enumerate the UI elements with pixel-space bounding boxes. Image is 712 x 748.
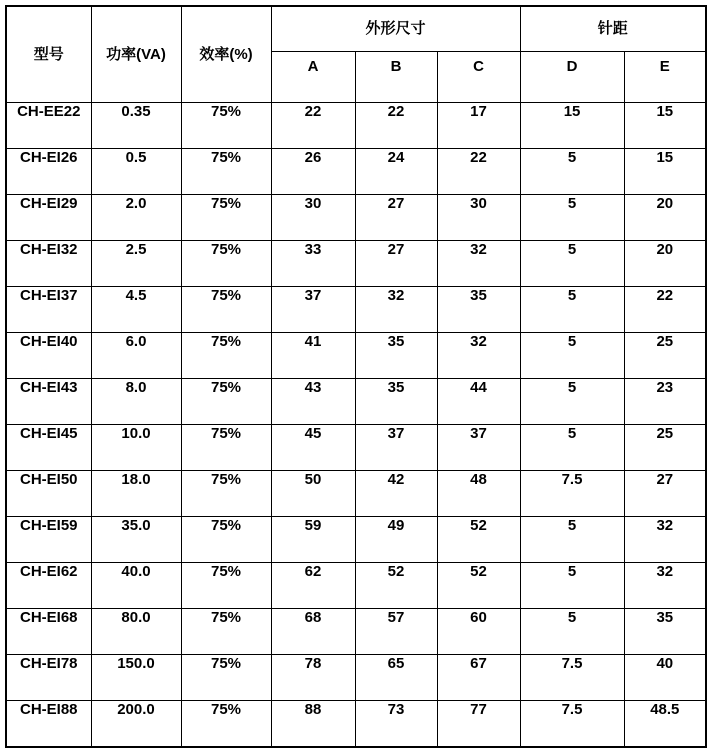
cell-efficiency: 75% — [181, 517, 271, 563]
cell-power: 6.0 — [91, 333, 181, 379]
cell-dim-a: 41 — [271, 333, 355, 379]
cell-pitch-e: 32 — [624, 517, 706, 563]
table-row — [6, 701, 706, 748]
cell-dim-b: 35 — [355, 379, 437, 425]
cell-power: 35.0 — [91, 517, 181, 563]
table-header — [6, 6, 706, 103]
cell-pitch-e: 20 — [624, 241, 706, 287]
cell-dim-c: 22 — [437, 149, 520, 195]
cell-power: 0.35 — [91, 103, 181, 149]
cell-pitch-e: 15 — [624, 149, 706, 195]
cell-pitch-d: 7.5 — [520, 655, 624, 701]
table-body — [6, 103, 706, 748]
header-dim-c: C — [437, 52, 520, 103]
cell-model: CH-EI50 — [6, 471, 91, 517]
cell-dim-c: 44 — [437, 379, 520, 425]
table-row — [6, 517, 706, 563]
cell-dim-a: 88 — [271, 701, 355, 748]
cell-model: CH-EI78 — [6, 655, 91, 701]
cell-pitch-e: 25 — [624, 425, 706, 471]
cell-dim-b: 52 — [355, 563, 437, 609]
cell-efficiency: 75% — [181, 563, 271, 609]
cell-dim-c: 32 — [437, 241, 520, 287]
header-efficiency: 效率(%) — [181, 6, 271, 103]
cell-dim-b: 73 — [355, 701, 437, 748]
header-pitch-group: 针距 — [520, 6, 706, 52]
table-row — [6, 609, 706, 655]
cell-power: 10.0 — [91, 425, 181, 471]
cell-pitch-d: 5 — [520, 609, 624, 655]
cell-efficiency: 75% — [181, 609, 271, 655]
cell-model: CH-EI32 — [6, 241, 91, 287]
cell-dim-a: 37 — [271, 287, 355, 333]
table-row — [6, 563, 706, 609]
cell-pitch-d: 15 — [520, 103, 624, 149]
cell-dim-b: 35 — [355, 333, 437, 379]
cell-pitch-e: 25 — [624, 333, 706, 379]
cell-pitch-e: 15 — [624, 103, 706, 149]
cell-power: 150.0 — [91, 655, 181, 701]
cell-model: CH-EI43 — [6, 379, 91, 425]
table-row — [6, 195, 706, 241]
cell-efficiency: 75% — [181, 655, 271, 701]
header-pitch-e: E — [624, 52, 706, 103]
table-row — [6, 425, 706, 471]
cell-dim-a: 33 — [271, 241, 355, 287]
cell-pitch-d: 7.5 — [520, 471, 624, 517]
cell-pitch-e: 22 — [624, 287, 706, 333]
cell-dim-b: 27 — [355, 241, 437, 287]
cell-efficiency: 75% — [181, 287, 271, 333]
cell-power: 18.0 — [91, 471, 181, 517]
header-dim-b: B — [355, 52, 437, 103]
header-power: 功率(VA) — [91, 6, 181, 103]
cell-pitch-d: 5 — [520, 517, 624, 563]
cell-pitch-d: 5 — [520, 563, 624, 609]
cell-dim-c: 30 — [437, 195, 520, 241]
cell-dim-c: 52 — [437, 517, 520, 563]
cell-power: 40.0 — [91, 563, 181, 609]
cell-efficiency: 75% — [181, 471, 271, 517]
cell-power: 2.0 — [91, 195, 181, 241]
cell-efficiency: 75% — [181, 425, 271, 471]
cell-model: CH-EI37 — [6, 287, 91, 333]
cell-dim-c: 37 — [437, 425, 520, 471]
cell-dim-c: 77 — [437, 701, 520, 748]
cell-dim-b: 65 — [355, 655, 437, 701]
cell-dim-b: 49 — [355, 517, 437, 563]
cell-efficiency: 75% — [181, 149, 271, 195]
cell-efficiency: 75% — [181, 333, 271, 379]
cell-dim-b: 27 — [355, 195, 437, 241]
cell-dim-a: 26 — [271, 149, 355, 195]
cell-pitch-e: 32 — [624, 563, 706, 609]
cell-power: 4.5 — [91, 287, 181, 333]
header-dimensions-group: 外形尺寸 — [271, 6, 520, 52]
cell-pitch-e: 27 — [624, 471, 706, 517]
cell-dim-a: 45 — [271, 425, 355, 471]
cell-dim-b: 22 — [355, 103, 437, 149]
cell-dim-c: 48 — [437, 471, 520, 517]
table-row — [6, 103, 706, 149]
table-row — [6, 379, 706, 425]
cell-dim-a: 22 — [271, 103, 355, 149]
cell-pitch-d: 5 — [520, 195, 624, 241]
cell-dim-c: 32 — [437, 333, 520, 379]
cell-dim-a: 59 — [271, 517, 355, 563]
table-row — [6, 149, 706, 195]
cell-efficiency: 75% — [181, 195, 271, 241]
header-model: 型号 — [6, 6, 91, 103]
cell-dim-c: 17 — [437, 103, 520, 149]
cell-efficiency: 75% — [181, 701, 271, 748]
table-row — [6, 333, 706, 379]
cell-model: CH-EI62 — [6, 563, 91, 609]
cell-model: CH-EE22 — [6, 103, 91, 149]
cell-dim-a: 50 — [271, 471, 355, 517]
cell-pitch-d: 5 — [520, 241, 624, 287]
cell-dim-a: 43 — [271, 379, 355, 425]
cell-dim-b: 32 — [355, 287, 437, 333]
cell-power: 0.5 — [91, 149, 181, 195]
cell-dim-c: 67 — [437, 655, 520, 701]
table-row — [6, 655, 706, 701]
table-row — [6, 287, 706, 333]
cell-pitch-d: 5 — [520, 287, 624, 333]
cell-power: 2.5 — [91, 241, 181, 287]
cell-power: 80.0 — [91, 609, 181, 655]
cell-pitch-e: 35 — [624, 609, 706, 655]
cell-model: CH-EI45 — [6, 425, 91, 471]
cell-power: 200.0 — [91, 701, 181, 748]
table-row — [6, 471, 706, 517]
header-dim-a: A — [271, 52, 355, 103]
cell-pitch-e: 48.5 — [624, 701, 706, 748]
cell-dim-b: 37 — [355, 425, 437, 471]
cell-model: CH-EI59 — [6, 517, 91, 563]
cell-model: CH-EI68 — [6, 609, 91, 655]
cell-dim-c: 35 — [437, 287, 520, 333]
cell-model: CH-EI88 — [6, 701, 91, 748]
spec-table — [5, 5, 707, 748]
cell-efficiency: 75% — [181, 103, 271, 149]
table-row — [6, 241, 706, 287]
cell-dim-a: 68 — [271, 609, 355, 655]
cell-dim-a: 30 — [271, 195, 355, 241]
cell-pitch-d: 5 — [520, 333, 624, 379]
cell-pitch-e: 40 — [624, 655, 706, 701]
cell-model: CH-EI29 — [6, 195, 91, 241]
cell-power: 8.0 — [91, 379, 181, 425]
cell-pitch-d: 7.5 — [520, 701, 624, 748]
cell-efficiency: 75% — [181, 379, 271, 425]
cell-pitch-d: 5 — [520, 425, 624, 471]
cell-model: CH-EI26 — [6, 149, 91, 195]
cell-dim-c: 60 — [437, 609, 520, 655]
cell-pitch-e: 23 — [624, 379, 706, 425]
cell-dim-b: 24 — [355, 149, 437, 195]
cell-dim-b: 57 — [355, 609, 437, 655]
cell-efficiency: 75% — [181, 241, 271, 287]
cell-dim-c: 52 — [437, 563, 520, 609]
header-group-row — [6, 6, 706, 52]
cell-pitch-d: 5 — [520, 149, 624, 195]
cell-dim-a: 62 — [271, 563, 355, 609]
cell-dim-b: 42 — [355, 471, 437, 517]
cell-pitch-e: 20 — [624, 195, 706, 241]
cell-model: CH-EI40 — [6, 333, 91, 379]
cell-dim-a: 78 — [271, 655, 355, 701]
cell-pitch-d: 5 — [520, 379, 624, 425]
header-pitch-d: D — [520, 52, 624, 103]
